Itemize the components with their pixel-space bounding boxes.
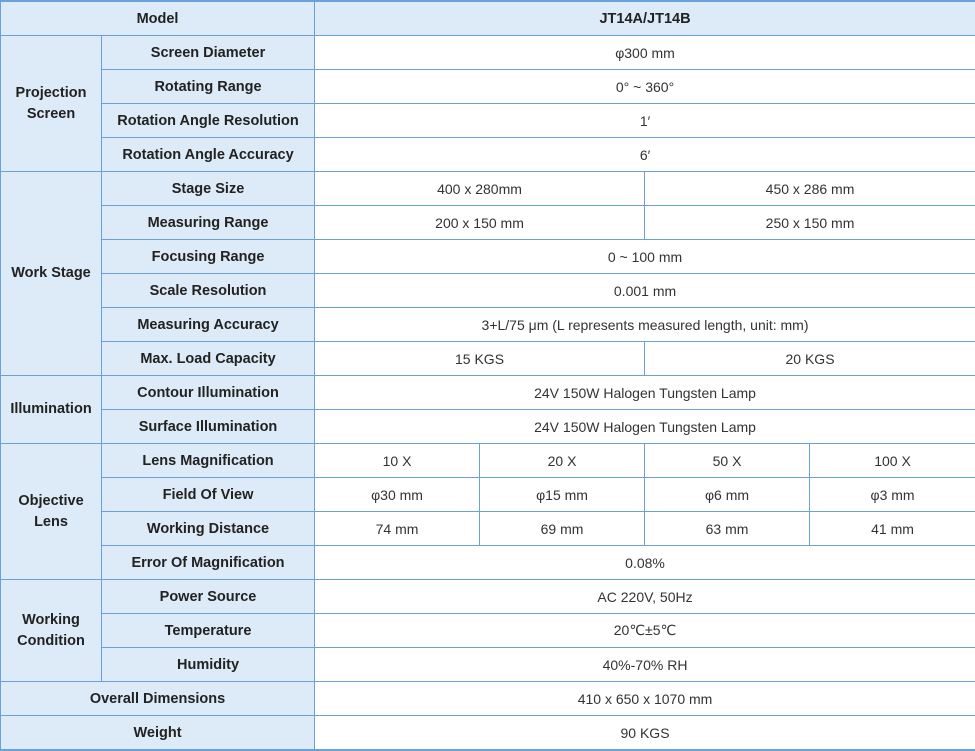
value-contour-illumination: 24V 150W Halogen Tungsten Lamp (315, 376, 975, 410)
table-row (1, 376, 975, 410)
row-label-temperature: Temperature (102, 614, 315, 648)
table-row (1, 512, 975, 546)
table-row (1, 36, 975, 70)
value-overall-dimensions: 410 x 650 x 1070 mm (315, 682, 975, 716)
value-lens-magnification-3: 50 X (645, 444, 810, 478)
value-field-of-view-2: φ15 mm (480, 478, 645, 512)
row-label-screen-diameter: Screen Diameter (102, 36, 315, 70)
value-measuring-accuracy: 3+L/75 μm (L represents measured length, unit: mm) (315, 308, 975, 342)
value-stage-size-a: 400 x 280mm (315, 172, 645, 206)
table-row (1, 478, 975, 512)
table-row (1, 716, 975, 751)
group-working-condition: Working Condition (1, 580, 102, 682)
value-rotation-accuracy: 6′ (315, 138, 975, 172)
row-label-lens-magnification: Lens Magnification (102, 444, 315, 478)
value-power-source: AC 220V, 50Hz (315, 580, 975, 614)
table-row (1, 138, 975, 172)
value-max-load-b: 20 KGS (645, 342, 975, 376)
value-field-of-view-3: φ6 mm (645, 478, 810, 512)
value-scale-resolution: 0.001 mm (315, 274, 975, 308)
table-row (1, 240, 975, 274)
row-label-measuring-accuracy: Measuring Accuracy (102, 308, 315, 342)
row-label-field-of-view: Field Of View (102, 478, 315, 512)
group-illumination: Illumination (1, 376, 102, 444)
table-row (1, 104, 975, 138)
table-row (1, 70, 975, 104)
value-lens-magnification-2: 20 X (480, 444, 645, 478)
value-temperature: 20℃±5℃ (315, 614, 975, 648)
table-row-model (1, 1, 975, 36)
row-label-focusing-range: Focusing Range (102, 240, 315, 274)
value-rotation-resolution: 1′ (315, 104, 975, 138)
value-working-distance-1: 74 mm (315, 512, 480, 546)
value-field-of-view-4: φ3 mm (810, 478, 975, 512)
row-label-rotation-resolution: Rotation Angle Resolution (102, 104, 315, 138)
value-max-load-a: 15 KGS (315, 342, 645, 376)
row-label-max-load: Max. Load Capacity (102, 342, 315, 376)
table-row (1, 308, 975, 342)
table-row (1, 172, 975, 206)
model-value: JT14A/JT14B (315, 1, 975, 36)
value-lens-magnification-1: 10 X (315, 444, 480, 478)
row-label-stage-size: Stage Size (102, 172, 315, 206)
value-error-magnification: 0.08% (315, 546, 975, 580)
group-projection-screen: Projection Screen (1, 36, 102, 172)
group-objective-lens: Objective Lens (1, 444, 102, 580)
value-lens-magnification-4: 100 X (810, 444, 975, 478)
table-row (1, 614, 975, 648)
table-row (1, 444, 975, 478)
value-humidity: 40%-70% RH (315, 648, 975, 682)
value-working-distance-3: 63 mm (645, 512, 810, 546)
table-row (1, 546, 975, 580)
value-screen-diameter: φ300 mm (315, 36, 975, 70)
value-working-distance-4: 41 mm (810, 512, 975, 546)
value-stage-size-b: 450 x 286 mm (645, 172, 975, 206)
value-measuring-range-a: 200 x 150 mm (315, 206, 645, 240)
table-row (1, 580, 975, 614)
row-label-weight: Weight (1, 716, 315, 751)
row-label-humidity: Humidity (102, 648, 315, 682)
table-row (1, 206, 975, 240)
row-label-power-source: Power Source (102, 580, 315, 614)
row-label-working-distance: Working Distance (102, 512, 315, 546)
row-label-measuring-range: Measuring Range (102, 206, 315, 240)
row-label-contour-illumination: Contour Illumination (102, 376, 315, 410)
value-measuring-range-b: 250 x 150 mm (645, 206, 975, 240)
value-surface-illumination: 24V 150W Halogen Tungsten Lamp (315, 410, 975, 444)
value-weight: 90 KGS (315, 716, 975, 751)
row-label-rotation-accuracy: Rotation Angle Accuracy (102, 138, 315, 172)
value-field-of-view-1: φ30 mm (315, 478, 480, 512)
model-label: Model (1, 1, 315, 36)
row-label-overall-dimensions: Overall Dimensions (1, 682, 315, 716)
value-rotating-range: 0° ~ 360° (315, 70, 975, 104)
table-row (1, 410, 975, 444)
row-label-scale-resolution: Scale Resolution (102, 274, 315, 308)
value-working-distance-2: 69 mm (480, 512, 645, 546)
table-row (1, 682, 975, 716)
row-label-error-magnification: Error Of Magnification (102, 546, 315, 580)
value-focusing-range: 0 ~ 100 mm (315, 240, 975, 274)
table-row (1, 648, 975, 682)
group-work-stage: Work Stage (1, 172, 102, 376)
row-label-rotating-range: Rotating Range (102, 70, 315, 104)
row-label-surface-illumination: Surface Illumination (102, 410, 315, 444)
table-row (1, 274, 975, 308)
table-row (1, 342, 975, 376)
